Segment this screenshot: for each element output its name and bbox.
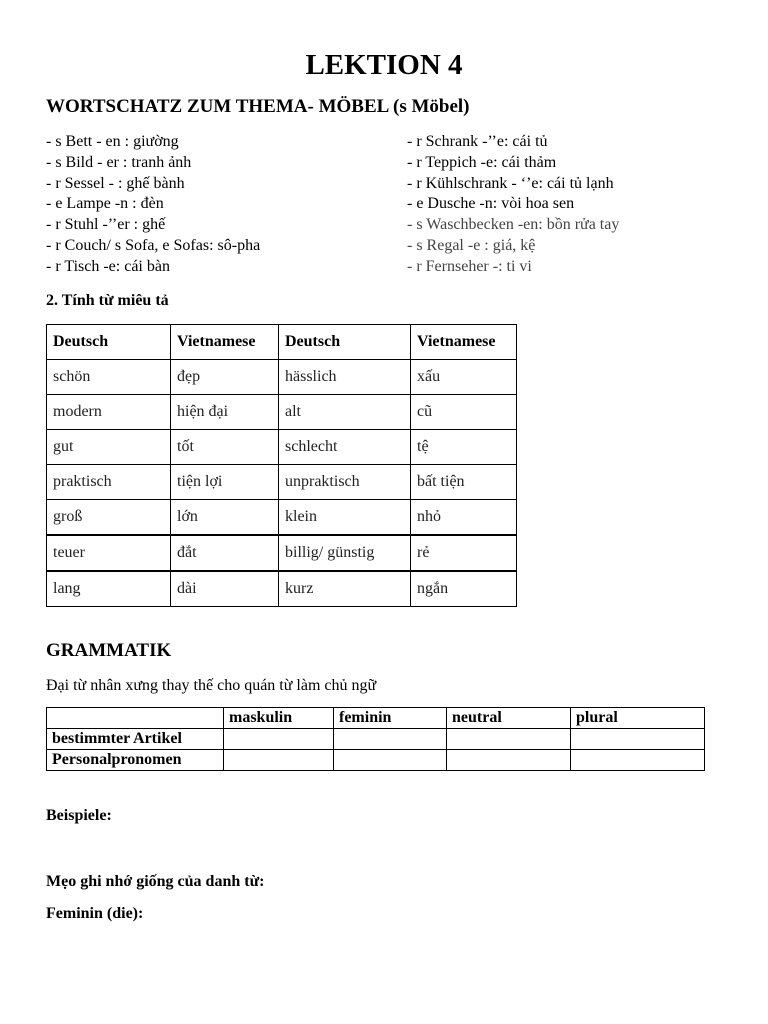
table-cell: klein — [279, 500, 411, 536]
vocab-item: - r Teppich -e: cái thảm — [407, 153, 557, 171]
vocab-item: - e Dusche -n: vòi hoa sen — [407, 195, 575, 213]
page-title: LEKTION 4 — [305, 49, 463, 81]
vocab-list-right — [407, 132, 619, 278]
table-cell — [447, 729, 571, 750]
feminin-label: Feminin (die): — [46, 905, 144, 922]
table-cell: xấu — [411, 360, 517, 395]
vocab-item: - s Regal -e : giá, kệ — [407, 236, 536, 254]
table-cell: tốt — [171, 430, 279, 465]
table-cell: hiện đại — [171, 395, 279, 430]
table-cell: schön — [47, 360, 171, 395]
vocab-item: - e Lampe -n : đèn — [46, 195, 164, 213]
table-row — [47, 535, 517, 571]
table-cell: ngắn — [411, 571, 517, 607]
vocab-item: - r Sessel - : ghế bành — [46, 174, 185, 192]
table-row — [47, 750, 705, 771]
table-cell: groß — [47, 500, 171, 536]
table-cell: tệ — [411, 430, 517, 465]
adjectives-heading: 2. Tính từ miêu tả — [46, 292, 169, 309]
table-cell: gut — [47, 430, 171, 465]
vocab-item: - s Waschbecken -en: bồn rửa tay — [407, 216, 620, 234]
table-row — [47, 430, 517, 465]
table-header-cell: Vietnamese — [411, 325, 517, 360]
table-cell: đắt — [171, 535, 279, 571]
table-cell — [334, 729, 447, 750]
table-cell: rẻ — [411, 535, 517, 571]
vocab-item: - r Kühlschrank - ‘’e: cái tủ lạnh — [407, 174, 614, 192]
table-cell: tiện lợi — [171, 465, 279, 500]
vocab-item: - r Couch/ s Sofa, e Sofas: sô-pha — [46, 236, 261, 254]
vocab-item: - r Fernseher -: ti vi — [407, 257, 532, 275]
table-cell: unpraktisch — [279, 465, 411, 500]
tips-label: Mẹo ghi nhớ giống của danh từ: — [46, 873, 265, 890]
table-cell: alt — [279, 395, 411, 430]
vocab-item: - r Stuhl -’’er : ghế — [46, 216, 166, 234]
table-cell — [571, 729, 705, 750]
table-row — [47, 395, 517, 430]
examples-label: Beispiele: — [46, 807, 112, 824]
table-cell: nhỏ — [411, 500, 517, 536]
table-cell: hässlich — [279, 360, 411, 395]
table-cell: bestimmter Artikel — [47, 729, 224, 750]
table-cell — [224, 750, 334, 771]
table-cell — [334, 750, 447, 771]
adjectives-table — [46, 324, 517, 607]
vocab-item: - s Bild - er : tranh ảnh — [46, 153, 192, 171]
table-cell — [571, 750, 705, 771]
table-header-cell — [47, 708, 224, 729]
table-cell: modern — [47, 395, 171, 430]
table-header-cell: neutral — [447, 708, 571, 729]
table-row — [47, 729, 705, 750]
vocab-item: - s Bett - en : giường — [46, 133, 179, 150]
table-row — [47, 360, 517, 395]
table-cell: lớn — [171, 500, 279, 536]
vocab-heading: WORTSCHATZ ZUM THEMA- MÖBEL (s Möbel) — [46, 96, 470, 117]
grammar-heading: GRAMMATIK — [46, 640, 172, 661]
table-cell: Personalpronomen — [47, 750, 224, 771]
grammar-description: Đại từ nhân xưng thay thế cho quán từ làm chủ ngữ — [46, 677, 377, 694]
table-cell: billig/ günstig — [279, 535, 411, 571]
table-row — [47, 500, 517, 536]
table-header-cell: Vietnamese — [171, 325, 279, 360]
vocab-item: - r Schrank -’’e: cái tủ — [407, 133, 548, 150]
table-cell: đẹp — [171, 360, 279, 395]
table-cell: dài — [171, 571, 279, 607]
table-row — [47, 465, 517, 500]
table-cell — [447, 750, 571, 771]
table-cell: bất tiện — [411, 465, 517, 500]
table-cell — [224, 729, 334, 750]
table-cell: kurz — [279, 571, 411, 607]
table-row — [47, 571, 517, 607]
table-cell: lang — [47, 571, 171, 607]
table-header-cell: feminin — [334, 708, 447, 729]
table-cell: schlecht — [279, 430, 411, 465]
table-header-cell: Deutsch — [47, 325, 171, 360]
table-header-cell: maskulin — [224, 708, 334, 729]
table-cell: teuer — [47, 535, 171, 571]
table-header-row — [47, 325, 517, 360]
pronoun-table — [46, 707, 705, 771]
table-header-cell: Deutsch — [279, 325, 411, 360]
table-cell: praktisch — [47, 465, 171, 500]
table-cell: cũ — [411, 395, 517, 430]
table-header-row — [47, 708, 705, 729]
vocab-item: - r Tisch -e: cái bàn — [46, 257, 170, 275]
vocab-list-left — [46, 132, 260, 278]
table-header-cell: plural — [571, 708, 705, 729]
